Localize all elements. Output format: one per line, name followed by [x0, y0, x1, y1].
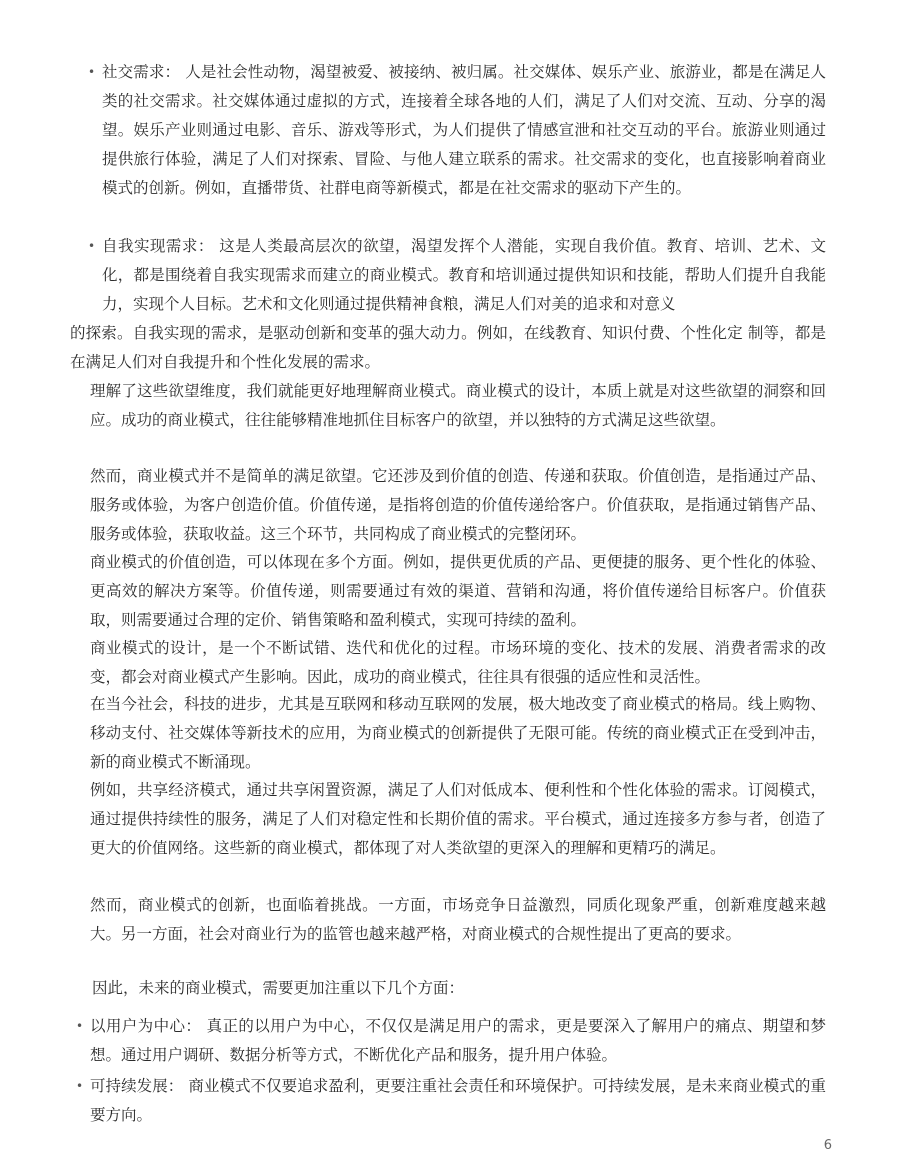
- paragraph-5: 在当今社会，科技的进步，尤其是互联网和移动互联网的发展，极大地改变了商业模式的格局。线上购物、移动支付、社交媒体等新技术的应用，为商业模式的创新提供了无限可能。传统的商业模式正在受到冲击，新的商业模式不断涌现。: [90, 695, 826, 771]
- paragraph-8: 因此，未来的商业模式，需要更加注重以下几个方面：: [92, 979, 465, 997]
- bullet-sustainability: [76, 1072, 826, 1130]
- bullet-self-actualization: [88, 232, 826, 319]
- bullet-user-centric: [76, 1012, 826, 1070]
- bullet-label: 自我实现需求：: [102, 237, 214, 255]
- bullet-dot: •: [76, 1079, 84, 1093]
- paragraph-3: 商业模式的价值创造，可以体现在多个方面。例如，提供更优质的产品、更便捷的服务、更个性化的体验、更高效的解决方案等。价值传递，则需要通过有效的渠道、营销和沟通，将价值传递给目标客户。价值获取，则需要通过合理的定价、销售策略和盈利模式，实现可持续的盈利。: [90, 553, 826, 629]
- bullet-text: 这是人类最高层次的欲望，渴望发挥个人潜能，实现自我价值。教育、培训、艺术、文化，都是围绕着自我实现需求而建立的商业模式。教育和培训通过提供知识和技能，帮助人们提升自我能力，实现个人目标。艺术和文化则通过提供精神食粮，满足人们对美的追求和对意义: [102, 237, 826, 313]
- bullet-text: 真正的以用户为中心，不仅仅是满足用户的需求，更是要深入了解用户的痛点、期望和梦想。通过用户调研、数据分析等方式，不断优化产品和服务，提升用户体验。: [90, 1017, 826, 1064]
- bullet-text: 人是社会性动物，渴望被爱、被接纳、被归属。社交媒体、娱乐产业、旅游业，都是在满足人类的社交需求。社交媒体通过虚拟的方式，连接着全球各地的人们，满足了人们对交流、互动、分享的渴望。娱乐产业则通过电影、音乐、游戏等形式，为人们提供了情感宣泄和社交互动的平台。旅游业则通过提供旅行体验，满足了人们对探索、冒险、与他人建立联系的需求。社交需求的变化，也直接影响着商业模式的创新。例如，直播带货、社群电商等新模式，都是在社交需求的驱动下产生的。: [102, 63, 826, 197]
- paragraph-7: 然而，商业模式的创新，也面临着挑战。一方面，市场竞争日益激烈，同质化现象严重，创新难度越来越大。另一方面，社会对商业行为的监管也越来越严格，对商业模式的合规性提出了更高的要求。: [90, 896, 826, 943]
- bullet-label: 社交需求：: [102, 63, 181, 81]
- paragraph-1: 理解了这些欲望维度，我们就能更好地理解商业模式。商业模式的设计，本质上就是对这些欲望的洞察和回应。成功的商业模式，往往能够精准地抓住目标客户的欲望，并以独特的方式满足这些欲望。: [90, 382, 826, 429]
- page-number: 6: [823, 1138, 832, 1153]
- bullet-label: 可持续发展：: [90, 1077, 184, 1095]
- bullet-continuation: 的探索。自我实现的需求，是驱动创新和变革的强大动力。例如，在线教育、知识付费、个性化定 制等，都是在满足人们对自我提升和个性化发展的需求。: [70, 324, 826, 371]
- paragraph-2: 然而，商业模式并不是简单的满足欲望。它还涉及到价值的创造、传递和获取。价值创造，是指通过产品、服务或体验，为客户创造价值。价值传递，是指将创造的价值传递给客户。价值获取，是指通过销售产品、服务或体验，获取收益。这三个环节，共同构成了商业模式的完整闭环。: [90, 467, 826, 543]
- bullet-dot: •: [88, 65, 96, 79]
- bullet-dot: •: [76, 1019, 84, 1033]
- bullet-social-needs: [88, 58, 826, 203]
- paragraph-6: 例如，共享经济模式，通过共享闲置资源，满足了人们对低成本、便利性和个性化体验的需求。订阅模式，通过提供持续性的服务，满足了人们对稳定性和长期价值的需求。平台模式，通过连接多方参与者，创造了更大的价值网络。这些新的商业模式，都体现了对人类欲望的更深入的理解和更精巧的满足。: [90, 781, 826, 857]
- bullet-text: 商业模式不仅要追求盈利，更要注重社会责任和环境保护。可持续发展，是未来商业模式的重要方向。: [90, 1077, 826, 1124]
- paragraph-4: 商业模式的设计，是一个不断试错、迭代和优化的过程。市场环境的变化、技术的发展、消费者需求的改变，都会对商业模式产生影响。因此，成功的商业模式，往往具有很强的适应性和灵活性。: [90, 639, 826, 686]
- bullet-dot: •: [88, 239, 96, 253]
- bullet-label: 以用户为中心：: [90, 1017, 202, 1035]
